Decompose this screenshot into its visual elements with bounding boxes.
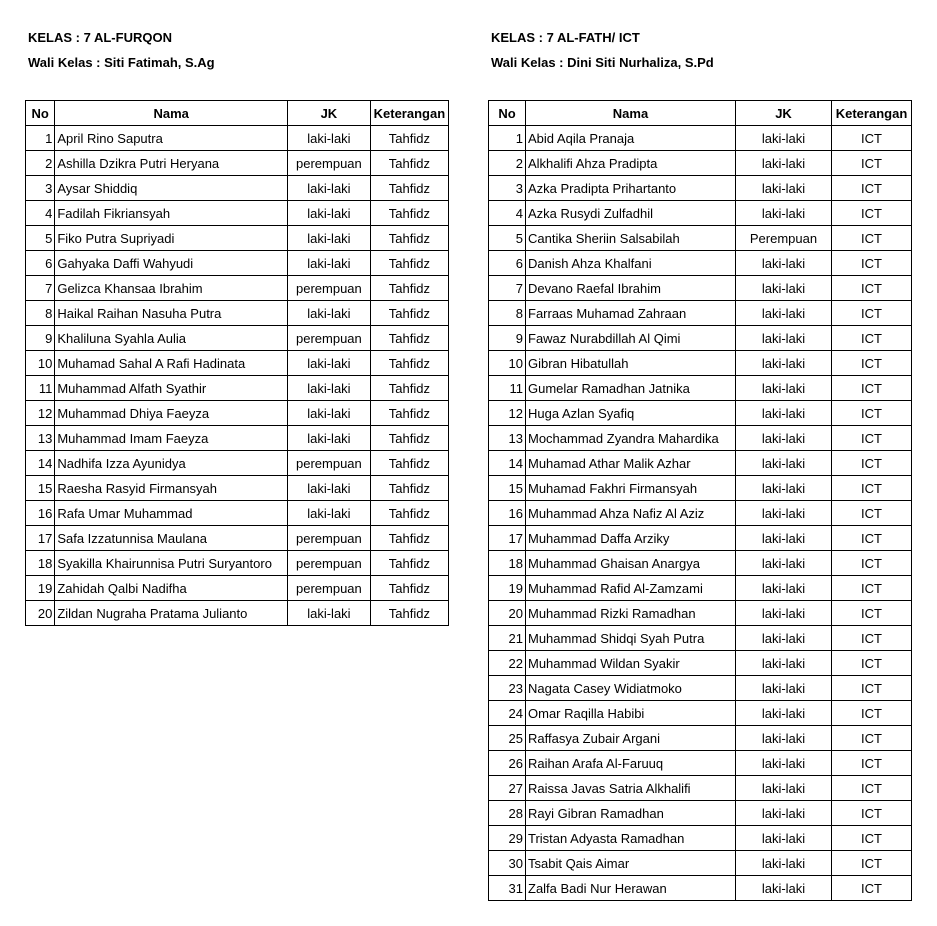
cell-keterangan: ICT bbox=[832, 576, 912, 601]
cell-jk: laki-laki bbox=[736, 776, 832, 801]
cell-keterangan: ICT bbox=[832, 426, 912, 451]
cell-jk: laki-laki bbox=[288, 401, 371, 426]
cell-keterangan: ICT bbox=[832, 451, 912, 476]
cell-no: 1 bbox=[26, 126, 55, 151]
cell-no: 14 bbox=[26, 451, 55, 476]
cell-keterangan: Tahfidz bbox=[370, 501, 448, 526]
cell-keterangan: ICT bbox=[832, 326, 912, 351]
table-row bbox=[489, 876, 912, 901]
cell-no: 25 bbox=[489, 726, 526, 751]
table-row bbox=[26, 226, 449, 251]
cell-jk: laki-laki bbox=[736, 151, 832, 176]
cell-nama: Haikal Raihan Nasuha Putra bbox=[55, 301, 288, 326]
cell-jk: laki-laki bbox=[736, 676, 832, 701]
cell-no: 2 bbox=[489, 151, 526, 176]
table-row bbox=[489, 801, 912, 826]
cell-jk: laki-laki bbox=[736, 401, 832, 426]
table-row bbox=[26, 376, 449, 401]
cell-no: 24 bbox=[489, 701, 526, 726]
cell-keterangan: ICT bbox=[832, 126, 912, 151]
cell-nama: Tsabit Qais Aimar bbox=[526, 851, 736, 876]
header-nama: Nama bbox=[55, 101, 288, 126]
cell-no: 27 bbox=[489, 776, 526, 801]
cell-keterangan: Tahfidz bbox=[370, 426, 448, 451]
cell-nama: Fadilah Fikriansyah bbox=[55, 201, 288, 226]
cell-nama: Tristan Adyasta Ramadhan bbox=[526, 826, 736, 851]
table-row bbox=[489, 776, 912, 801]
cell-jk: perempuan bbox=[288, 151, 371, 176]
cell-jk: laki-laki bbox=[736, 826, 832, 851]
table-row bbox=[26, 276, 449, 301]
table-row bbox=[489, 426, 912, 451]
cell-no: 13 bbox=[489, 426, 526, 451]
cell-no: 10 bbox=[26, 351, 55, 376]
cell-no: 16 bbox=[26, 501, 55, 526]
cell-nama: Rayi Gibran Ramadhan bbox=[526, 801, 736, 826]
cell-nama: Azka Pradipta Prihartanto bbox=[526, 176, 736, 201]
cell-nama: Muhammad Ahza Nafiz Al Aziz bbox=[526, 501, 736, 526]
cell-no: 7 bbox=[26, 276, 55, 301]
class-title: KELAS : 7 AL-FATH/ ICT bbox=[491, 30, 640, 45]
cell-jk: laki-laki bbox=[736, 451, 832, 476]
table-row bbox=[26, 601, 449, 626]
table-row bbox=[489, 676, 912, 701]
cell-keterangan: ICT bbox=[832, 201, 912, 226]
cell-no: 4 bbox=[489, 201, 526, 226]
table-row bbox=[489, 476, 912, 501]
cell-keterangan: Tahfidz bbox=[370, 251, 448, 276]
cell-nama: Raffasya Zubair Argani bbox=[526, 726, 736, 751]
cell-jk: laki-laki bbox=[736, 251, 832, 276]
table-row bbox=[489, 576, 912, 601]
cell-no: 12 bbox=[489, 401, 526, 426]
cell-nama: Safa Izzatunnisa Maulana bbox=[55, 526, 288, 551]
cell-no: 19 bbox=[26, 576, 55, 601]
cell-no: 1 bbox=[489, 126, 526, 151]
cell-nama: Zildan Nugraha Pratama Julianto bbox=[55, 601, 288, 626]
table-row bbox=[489, 451, 912, 476]
cell-nama: Aysar Shiddiq bbox=[55, 176, 288, 201]
header-nama: Nama bbox=[526, 101, 736, 126]
cell-no: 5 bbox=[489, 226, 526, 251]
cell-nama: Raesha Rasyid Firmansyah bbox=[55, 476, 288, 501]
cell-no: 23 bbox=[489, 676, 526, 701]
cell-keterangan: ICT bbox=[832, 676, 912, 701]
cell-nama: Zahidah Qalbi Nadifha bbox=[55, 576, 288, 601]
cell-nama: Muhammad Shidqi Syah Putra bbox=[526, 626, 736, 651]
cell-keterangan: Tahfidz bbox=[370, 401, 448, 426]
cell-jk: laki-laki bbox=[736, 176, 832, 201]
cell-nama: Gibran Hibatullah bbox=[526, 351, 736, 376]
table-row bbox=[489, 751, 912, 776]
table-row bbox=[489, 151, 912, 176]
cell-jk: perempuan bbox=[288, 451, 371, 476]
cell-keterangan: ICT bbox=[832, 626, 912, 651]
cell-jk: laki-laki bbox=[736, 626, 832, 651]
cell-jk: laki-laki bbox=[288, 501, 371, 526]
table-row bbox=[489, 226, 912, 251]
cell-nama: Muhamad Athar Malik Azhar bbox=[526, 451, 736, 476]
cell-keterangan: ICT bbox=[832, 551, 912, 576]
cell-no: 19 bbox=[489, 576, 526, 601]
cell-no: 5 bbox=[26, 226, 55, 251]
table-row bbox=[489, 326, 912, 351]
cell-nama: Khaliluna Syahla Aulia bbox=[55, 326, 288, 351]
cell-keterangan: ICT bbox=[832, 351, 912, 376]
cell-nama: Muhammad Ghaisan Anargya bbox=[526, 551, 736, 576]
cell-jk: laki-laki bbox=[288, 251, 371, 276]
cell-no: 18 bbox=[26, 551, 55, 576]
table-row bbox=[489, 526, 912, 551]
cell-nama: Azka Rusydi Zulfadhil bbox=[526, 201, 736, 226]
table-row bbox=[26, 401, 449, 426]
cell-keterangan: Tahfidz bbox=[370, 476, 448, 501]
cell-no: 31 bbox=[489, 876, 526, 901]
cell-nama: Gumelar Ramadhan Jatnika bbox=[526, 376, 736, 401]
cell-jk: laki-laki bbox=[736, 276, 832, 301]
cell-jk: laki-laki bbox=[736, 501, 832, 526]
cell-nama: Gelizca Khansaa Ibrahim bbox=[55, 276, 288, 301]
table-row bbox=[489, 551, 912, 576]
cell-jk: laki-laki bbox=[288, 126, 371, 151]
cell-nama: Nagata Casey Widiatmoko bbox=[526, 676, 736, 701]
cell-jk: perempuan bbox=[288, 576, 371, 601]
cell-nama: Muhammad Wildan Syakir bbox=[526, 651, 736, 676]
cell-keterangan: Tahfidz bbox=[370, 576, 448, 601]
cell-keterangan: ICT bbox=[832, 701, 912, 726]
cell-keterangan: ICT bbox=[832, 776, 912, 801]
cell-keterangan: ICT bbox=[832, 476, 912, 501]
table-row bbox=[26, 576, 449, 601]
cell-no: 28 bbox=[489, 801, 526, 826]
cell-nama: Devano Raefal Ibrahim bbox=[526, 276, 736, 301]
cell-nama: Muhammad Alfath Syathir bbox=[55, 376, 288, 401]
cell-keterangan: Tahfidz bbox=[370, 376, 448, 401]
cell-no: 4 bbox=[26, 201, 55, 226]
student-table bbox=[488, 100, 912, 901]
cell-nama: Raissa Javas Satria Alkhalifi bbox=[526, 776, 736, 801]
table-row bbox=[489, 301, 912, 326]
table-row bbox=[489, 201, 912, 226]
cell-jk: laki-laki bbox=[288, 601, 371, 626]
cell-jk: laki-laki bbox=[736, 801, 832, 826]
cell-jk: perempuan bbox=[288, 551, 371, 576]
cell-nama: Muhamad Sahal A Rafi Hadinata bbox=[55, 351, 288, 376]
cell-nama: Syakilla Khairunnisa Putri Suryantoro bbox=[55, 551, 288, 576]
cell-no: 17 bbox=[489, 526, 526, 551]
cell-jk: laki-laki bbox=[288, 476, 371, 501]
cell-nama: Rafa Umar Muhammad bbox=[55, 501, 288, 526]
cell-keterangan: ICT bbox=[832, 826, 912, 851]
cell-keterangan: ICT bbox=[832, 401, 912, 426]
cell-nama: April Rino Saputra bbox=[55, 126, 288, 151]
cell-no: 16 bbox=[489, 501, 526, 526]
table-row bbox=[489, 651, 912, 676]
cell-nama: Farraas Muhamad Zahraan bbox=[526, 301, 736, 326]
cell-no: 29 bbox=[489, 826, 526, 851]
table-row bbox=[26, 126, 449, 151]
table-row bbox=[489, 626, 912, 651]
cell-jk: perempuan bbox=[288, 326, 371, 351]
cell-nama: Muhammad Rizki Ramadhan bbox=[526, 601, 736, 626]
table-row bbox=[26, 451, 449, 476]
cell-nama: Muhammad Imam Faeyza bbox=[55, 426, 288, 451]
cell-keterangan: ICT bbox=[832, 376, 912, 401]
table-row bbox=[26, 526, 449, 551]
cell-no: 11 bbox=[26, 376, 55, 401]
table-row bbox=[489, 401, 912, 426]
cell-nama: Mochammad Zyandra Mahardika bbox=[526, 426, 736, 451]
cell-jk: laki-laki bbox=[288, 376, 371, 401]
table-row bbox=[26, 201, 449, 226]
cell-no: 2 bbox=[26, 151, 55, 176]
cell-nama: Muhamad Fakhri Firmansyah bbox=[526, 476, 736, 501]
cell-jk: laki-laki bbox=[736, 201, 832, 226]
cell-jk: laki-laki bbox=[736, 751, 832, 776]
table-row bbox=[26, 251, 449, 276]
table-row bbox=[489, 251, 912, 276]
cell-no: 14 bbox=[489, 451, 526, 476]
cell-jk: laki-laki bbox=[736, 476, 832, 501]
cell-no: 6 bbox=[489, 251, 526, 276]
cell-jk: laki-laki bbox=[736, 576, 832, 601]
student-table bbox=[25, 100, 449, 626]
cell-keterangan: ICT bbox=[832, 801, 912, 826]
table-row bbox=[489, 176, 912, 201]
cell-no: 20 bbox=[26, 601, 55, 626]
cell-no: 30 bbox=[489, 851, 526, 876]
cell-keterangan: Tahfidz bbox=[370, 551, 448, 576]
cell-jk: laki-laki bbox=[288, 426, 371, 451]
cell-keterangan: ICT bbox=[832, 876, 912, 901]
cell-no: 22 bbox=[489, 651, 526, 676]
cell-keterangan: ICT bbox=[832, 176, 912, 201]
cell-no: 9 bbox=[26, 326, 55, 351]
cell-no: 15 bbox=[26, 476, 55, 501]
cell-nama: Huga Azlan Syafiq bbox=[526, 401, 736, 426]
cell-jk: laki-laki bbox=[736, 851, 832, 876]
cell-jk: laki-laki bbox=[736, 726, 832, 751]
cell-no: 7 bbox=[489, 276, 526, 301]
table-row bbox=[489, 126, 912, 151]
cell-keterangan: Tahfidz bbox=[370, 126, 448, 151]
cell-keterangan: Tahfidz bbox=[370, 201, 448, 226]
cell-keterangan: ICT bbox=[832, 726, 912, 751]
table-row bbox=[26, 351, 449, 376]
table-row bbox=[489, 276, 912, 301]
cell-nama: Zalfa Badi Nur Herawan bbox=[526, 876, 736, 901]
cell-no: 26 bbox=[489, 751, 526, 776]
table-row bbox=[26, 151, 449, 176]
cell-no: 17 bbox=[26, 526, 55, 551]
table-row bbox=[489, 851, 912, 876]
cell-nama: Ashilla Dzikra Putri Heryana bbox=[55, 151, 288, 176]
cell-nama: Alkhalifi Ahza Pradipta bbox=[526, 151, 736, 176]
cell-jk: laki-laki bbox=[288, 201, 371, 226]
table-row bbox=[26, 501, 449, 526]
cell-jk: laki-laki bbox=[736, 701, 832, 726]
table-row bbox=[489, 826, 912, 851]
cell-jk: laki-laki bbox=[736, 326, 832, 351]
header-keterangan: Keterangan bbox=[370, 101, 448, 126]
header-no: No bbox=[26, 101, 55, 126]
cell-no: 6 bbox=[26, 251, 55, 276]
cell-no: 11 bbox=[489, 376, 526, 401]
cell-keterangan: ICT bbox=[832, 501, 912, 526]
cell-no: 3 bbox=[489, 176, 526, 201]
cell-nama: Cantika Sheriin Salsabilah bbox=[526, 226, 736, 251]
cell-no: 8 bbox=[26, 301, 55, 326]
header-jk: JK bbox=[736, 101, 832, 126]
cell-no: 15 bbox=[489, 476, 526, 501]
cell-keterangan: Tahfidz bbox=[370, 176, 448, 201]
cell-nama: Gahyaka Daffi Wahyudi bbox=[55, 251, 288, 276]
header-jk: JK bbox=[288, 101, 371, 126]
cell-jk: laki-laki bbox=[288, 176, 371, 201]
cell-nama: Abid Aqila Pranaja bbox=[526, 126, 736, 151]
cell-jk: laki-laki bbox=[736, 551, 832, 576]
cell-keterangan: Tahfidz bbox=[370, 601, 448, 626]
cell-jk: perempuan bbox=[288, 526, 371, 551]
cell-keterangan: ICT bbox=[832, 751, 912, 776]
cell-keterangan: Tahfidz bbox=[370, 451, 448, 476]
cell-keterangan: ICT bbox=[832, 851, 912, 876]
table-row bbox=[26, 476, 449, 501]
table-header-row bbox=[489, 101, 912, 126]
cell-no: 13 bbox=[26, 426, 55, 451]
header-no: No bbox=[489, 101, 526, 126]
cell-jk: laki-laki bbox=[736, 376, 832, 401]
class-title: KELAS : 7 AL-FURQON bbox=[28, 30, 172, 45]
homeroom-teacher: Wali Kelas : Dini Siti Nurhaliza, S.Pd bbox=[491, 55, 714, 70]
cell-keterangan: ICT bbox=[832, 601, 912, 626]
table-row bbox=[489, 501, 912, 526]
table-row bbox=[489, 726, 912, 751]
cell-nama: Nadhifa Izza Ayunidya bbox=[55, 451, 288, 476]
table-row bbox=[26, 176, 449, 201]
cell-no: 8 bbox=[489, 301, 526, 326]
cell-nama: Muhammad Dhiya Faeyza bbox=[55, 401, 288, 426]
cell-jk: laki-laki bbox=[736, 526, 832, 551]
cell-keterangan: Tahfidz bbox=[370, 276, 448, 301]
table-row bbox=[489, 376, 912, 401]
cell-keterangan: ICT bbox=[832, 251, 912, 276]
cell-jk: laki-laki bbox=[288, 301, 371, 326]
homeroom-teacher: Wali Kelas : Siti Fatimah, S.Ag bbox=[28, 55, 215, 70]
table-row bbox=[489, 701, 912, 726]
cell-keterangan: Tahfidz bbox=[370, 351, 448, 376]
cell-keterangan: Tahfidz bbox=[370, 526, 448, 551]
cell-jk: laki-laki bbox=[736, 126, 832, 151]
cell-no: 12 bbox=[26, 401, 55, 426]
cell-no: 18 bbox=[489, 551, 526, 576]
cell-jk: laki-laki bbox=[736, 601, 832, 626]
cell-keterangan: ICT bbox=[832, 226, 912, 251]
table-row bbox=[26, 326, 449, 351]
cell-no: 3 bbox=[26, 176, 55, 201]
table-row bbox=[489, 351, 912, 376]
cell-no: 21 bbox=[489, 626, 526, 651]
cell-jk: laki-laki bbox=[736, 301, 832, 326]
cell-keterangan: Tahfidz bbox=[370, 151, 448, 176]
cell-keterangan: ICT bbox=[832, 651, 912, 676]
cell-nama: Muhammad Rafid Al-Zamzami bbox=[526, 576, 736, 601]
table-row bbox=[26, 551, 449, 576]
cell-jk: laki-laki bbox=[736, 651, 832, 676]
header-keterangan: Keterangan bbox=[832, 101, 912, 126]
cell-jk: laki-laki bbox=[288, 226, 371, 251]
cell-keterangan: Tahfidz bbox=[370, 326, 448, 351]
cell-keterangan: ICT bbox=[832, 526, 912, 551]
cell-jk: Perempuan bbox=[736, 226, 832, 251]
cell-no: 10 bbox=[489, 351, 526, 376]
table-header-row bbox=[26, 101, 449, 126]
cell-jk: laki-laki bbox=[288, 351, 371, 376]
cell-keterangan: Tahfidz bbox=[370, 301, 448, 326]
cell-keterangan: Tahfidz bbox=[370, 226, 448, 251]
cell-nama: Omar Raqilla Habibi bbox=[526, 701, 736, 726]
cell-jk: laki-laki bbox=[736, 351, 832, 376]
cell-keterangan: ICT bbox=[832, 151, 912, 176]
table-row bbox=[489, 601, 912, 626]
cell-nama: Muhammad Daffa Arziky bbox=[526, 526, 736, 551]
cell-nama: Danish Ahza Khalfani bbox=[526, 251, 736, 276]
cell-nama: Fiko Putra Supriyadi bbox=[55, 226, 288, 251]
cell-no: 9 bbox=[489, 326, 526, 351]
table-row bbox=[26, 301, 449, 326]
cell-nama: Fawaz Nurabdillah Al Qimi bbox=[526, 326, 736, 351]
cell-jk: laki-laki bbox=[736, 426, 832, 451]
table-row bbox=[26, 426, 449, 451]
cell-jk: laki-laki bbox=[736, 876, 832, 901]
cell-nama: Raihan Arafa Al-Faruuq bbox=[526, 751, 736, 776]
cell-keterangan: ICT bbox=[832, 276, 912, 301]
cell-jk: perempuan bbox=[288, 276, 371, 301]
cell-no: 20 bbox=[489, 601, 526, 626]
cell-keterangan: ICT bbox=[832, 301, 912, 326]
